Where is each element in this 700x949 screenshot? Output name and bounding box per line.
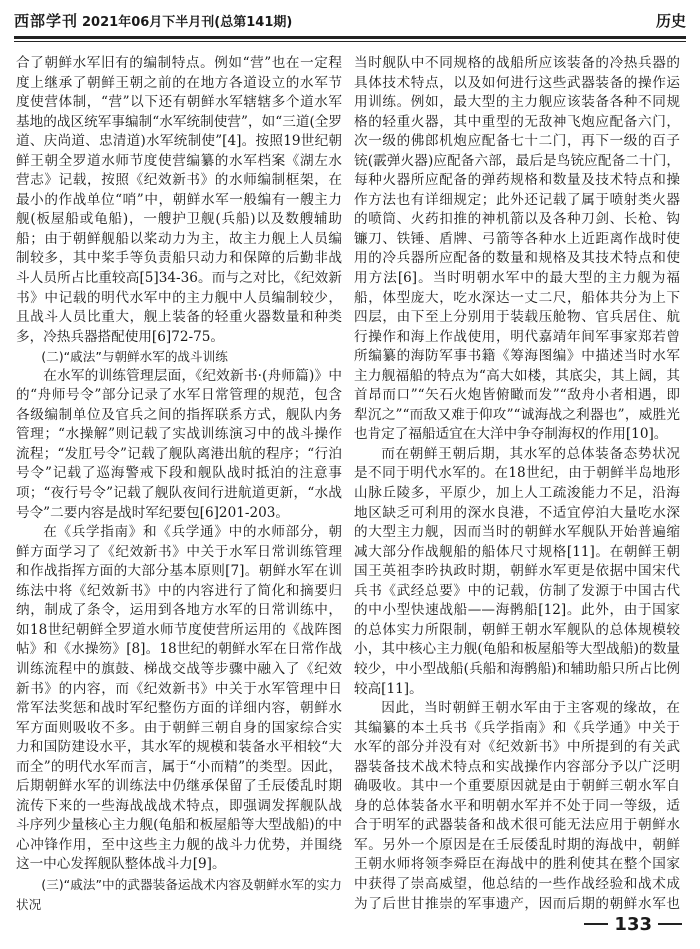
page-footer xyxy=(584,913,682,935)
header-rule-thin xyxy=(14,41,686,42)
header-rule-thick xyxy=(14,36,686,39)
running-header xyxy=(14,6,686,34)
paragraph: 合了朝鲜水军旧有的编制特点。例如“营”也在一定程度上继承了朝鲜王朝之前的在地方各道设立的水军节度使营体制，“营”以下还有朝鲜水军辖辖多个道水军基地的战区统军事编制“水军统制使营”，如“三道(全罗道、庆尚道、忠清道)水军统制使”[4]。按照19世纪朝鲜王朝全罗道水师节度使营编纂的水军档案《湖左水营志》记载，按照《纪效新书》的水师编制框架，在最小的作战单位“哨”中，朝鲜水军一般编有一艘主力舰(板屋船或龟船)，一艘护卫舰(兵船)以及数艘辅助船；由于朝鲜舰船以桨动力为主，故主力舰上人员编制较多，其中桨手等负责船只动力和保障的后勤非战斗人员所占比重较高[5]34-36。而与之对比，《纪效新书》中记载的明代水军中的主力舰中人员编制较少，且战斗人员比重大，舰上装备的轻重火器数量和种类多，冷热兵器搭配使用[6]72-75。 xyxy=(16,55,342,345)
footer-dash-left xyxy=(584,923,608,925)
paragraph: 因此，当时朝鲜王朝水军由于主客观的缘故，在其编纂的本土兵书《兵学指南》和《兵学通》中关于水军的部分并没有对《纪效新书》中所提到的有关武器装备技术战术特点和实战操作内容部分予以广泛明确吸收。其中一个重要原因就是由于朝鲜三朝水军自身的总体装备水平和明朝水军并不处于同一等级，适合于明军的武器装备和战术很可能无法应用于朝鲜水军。另外一个原因是在壬辰倭乱时期的海战中，朝鲜王朝水师将领李舜臣在海战中的胜利使其在整个国家中获得了崇高威望，他总结的一些作战经验和战术成为了后世甘推崇的军事遗产，因而后期的朝鲜水军也 xyxy=(354,700,680,912)
subsection-heading: (二)“戚法”与朝鲜水军的战斗训练 xyxy=(41,349,228,365)
journal-name: 西部学刊 xyxy=(14,11,79,30)
paragraph: 当时舰队中不同规格的战船所应该装备的冷热兵器的具体技术特点，以及如何进行这些武器装备的操作运用训练。例如，最大型的主力舰应该装备各种不同规格的轻重火器，其中重型的无敌神飞炮应配备六门，次一级的佛郎机炮应配备七十二门，再下一级的百子铳(霰弹火器)应配备六部，最后是鸟铳应配备二十门，每种火器所应配备的弹药规格和数量及技术特点和操作方法也有详细规定；此外还记载了属于喷射类火器的喷筒、火药扣推的神机箭以及各种刀剑、长枪、钩镰刀、铁锤、盾牌、弓箭等各种水上近距离作战时使用的冷兵器所应配备的数量和规格及其技术特点和使用方法[6]。当时明朝水军中的最大型的主力舰为福船，体型庞大，吃水深达一丈二尺，船体共分为上下四层，由下至上分别用于装载压舱物、官兵居住、航行操作和海上作战使用，明代嘉靖年间军事家郑若曾所编纂的海防军事书籍《筹海图编》中描述当时水军主力舰福船的特点为“高大如楼，其底尖，其上阔，其首昂而口”“矢石火炮皆俯瞰而发”“敌舟小者相遇，即犁沉之”“而敌又难于仰攻”“诚海战之利器也”，威胜光也肯定了福船适宜在大洋中争夺制海权的作用[10]。 xyxy=(354,55,680,443)
subsection-heading: (三)“戚法”中的武器装备运战术内容及朝鲜水军的实力状况 xyxy=(16,876,342,912)
journal-issue: 2021年06月下半月刊(总第141期) xyxy=(82,14,293,30)
page-number: 133 xyxy=(614,913,652,935)
journal-masthead xyxy=(14,10,292,31)
section-label: 历史 xyxy=(655,11,686,30)
paragraph: 而在朝鲜王朝后期，其水军的总体装备态势状况是不同于明代水军的。在18世纪，由于朝鲜半岛地形山脉丘陵多，平原少，加上人工疏浚能力不足，沿海地区缺乏可利用的深水良港，不适宜停泊大量吃水深的大型主力舰，因而当时的朝鲜水军舰队开始普遍缩减大部分作战舰船的船体尺寸规格[11]。在朝鲜王朝国王英祖李昑执政时期，朝鲜水军更是依据中国宋代兵书《武经总要》中的记载，仿制了发源于中国古代的中小型快速战船——海鹘船[12]。此外，由于国家的总体实力所限制，朝鲜王朝水军舰队的总体规模较小，其中核心主力舰(龟船和板屋船等大型战船)的数量较少，中小型战船(兵船和海鹘船)和辅助船只所占比例较高[11]。 xyxy=(354,445,680,697)
right-column xyxy=(354,54,680,912)
footer-dash-right xyxy=(658,923,682,925)
paragraph: 在《兵学指南》和《兵学通》中的水师部分，朝鲜方面学习了《纪效新书》中关于水军日常训练管理和作战指挥方面的大部分基本原则[7]。朝鲜水军在训练法中将《纪效新书》中的内容进行了简化和摘要归纳，制成了条令，运用到各地方水军的日常训练中，如18世纪朝鲜全罗道水师节度使营所运用的《战阵图帖》和《水操笏》[8]。18世纪的朝鲜水军在日常作战训练流程中的旗鼓、梯战交战等步骤中融入了《纪效新书》的内容，而《纪效新书》中关于水军管理中日常军法奖惩和战时军纪整伤方面的详细内容，朝鲜水军方面则吸收不多。由于朝鲜三朝自身的国家综合实力和国防建设水平，其水军的规模和装备水平相较“大而全”的明代水军而言，属于“小而精”的类型。因此，后期朝鲜水军的训练法中仍继承保留了壬辰倭乱时期流传下来的一些海战战战术特点，即强调发挥舰队战斗序列少量核心主力舰(龟船和板屋船等大型战船)的中心冲锋作用，至中这些主力舰的战斗力优势，并围绕这一中心发挥舰队整体战斗力[9]。 xyxy=(16,524,342,873)
left-column xyxy=(16,54,342,912)
paragraph: 在水军的训练管理层面，《纪效新书·(舟师篇)》中的“舟师号令”部分记录了水军日常管理的规范，包含各级编制单位及官兵之间的指挥联系方式，舰队内务管理；“水操解”则记载了实战训练演习中的战斗操作流程；“发肛号令”记载了舰队离港出航的程序；“行泊号令”记载了巡海警戒下段和舰队战时抵泊的注意事项；“夜行号令”记载了舰队夜间行进航道更新，“水战号令”二要内容是战时军纪要包[6]201-203。 xyxy=(16,367,342,521)
